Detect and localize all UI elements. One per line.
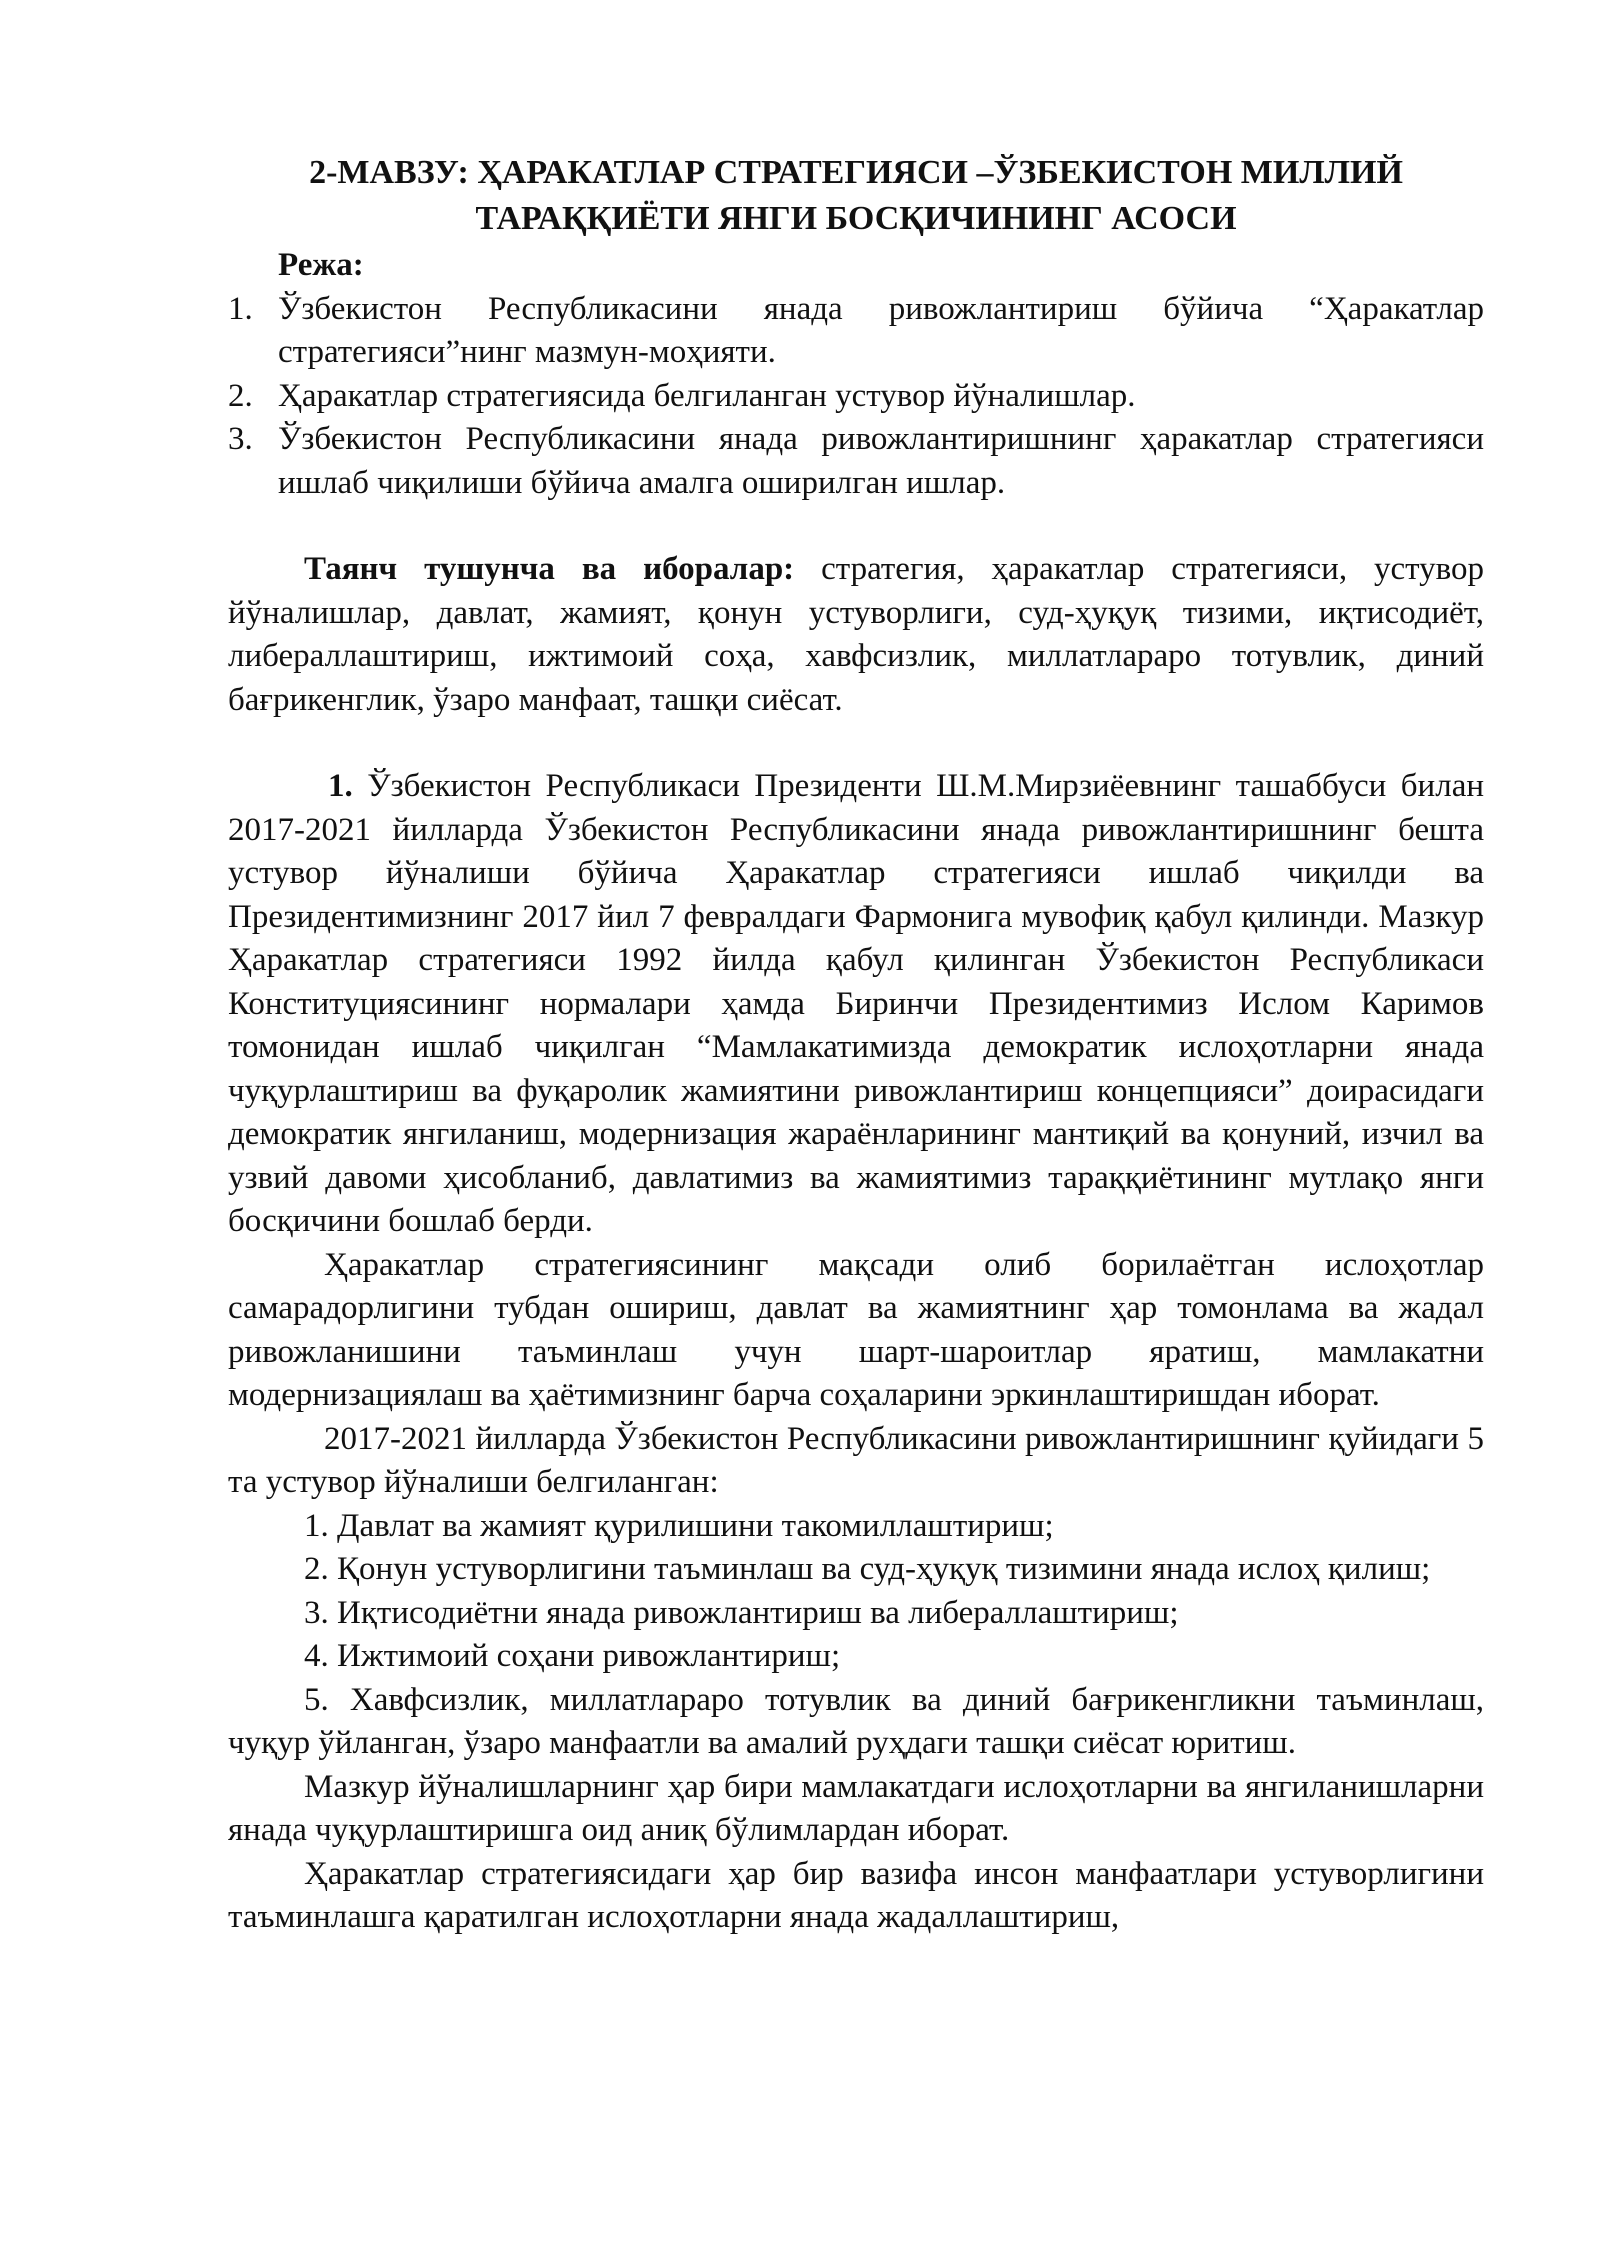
spacer: [228, 722, 1484, 765]
tasks-paragraph: Ҳаракатлар стратегиясидаги ҳар бир вазифа инсон манфаатлари устуворлигини таъминлашга қаратилган ислоҳотларни янада жадаллаштириш,: [228, 1855, 1484, 1935]
plan-item-number: 1.: [228, 290, 253, 327]
directions-intro-paragraph: 2017-2021 йилларда Ўзбекистон Республикасини ривожлантиришнинг қуйидаги 5 та устувор йўналиши белгиланган:: [228, 1420, 1484, 1500]
direction-item: 3. Иқтисодиётни янада ривожлантириш ва либераллаштириш;: [304, 1594, 1179, 1631]
section-number: 1.: [328, 768, 353, 804]
keywords-label: Таянч тушунча ва иборалар:: [304, 551, 795, 587]
keywords-text: стратегия, ҳаракатлар стратегияси, устувор йўналишлар, давлат, жамият, қонун устуворлиги, суд-ҳуқуқ тизими, иқтисодиёт, либераллаштириш, ижтимоий соҳа, хавфсизлик, миллатлараро тотувлик, диний бағрикенглик, ўзаро манфаат, ташқи сиёсат.: [228, 551, 1485, 718]
keywords-paragraph: [228, 548, 1484, 722]
plan-item-text: Ўзбекистон Республикасини янада ривожлантириш бўйича “Ҳаракатлар стратегияси”нинг мазмун-моҳияти.: [278, 290, 1484, 370]
plan-label: Режа:: [278, 247, 364, 283]
plan-item-number: 3.: [228, 421, 253, 457]
plan-item: [228, 418, 1484, 505]
direction-item: 1. Давлат ва жамият қурилишини такомиллаштириш;: [304, 1507, 1054, 1544]
plan-item-text: Ҳаракатлар стратегиясида белгиланган устувор йўналишлар.: [278, 377, 1136, 414]
direction-item: 2. Қонун устуворлигини таъминлаш ва суд-ҳуқуқ тизимини янада ислоҳ қилиш;: [304, 1551, 1431, 1587]
direction-item: 4. Ижтимоий соҳани ривожлантириш;: [304, 1638, 841, 1674]
goal-paragraph: Ҳаракатлар стратегиясининг мақсади олиб борилаётган ислоҳотлар самарадорлигини тубдан ошириш, давлат ва жамиятнинг ҳар томонлама ва жадал ривожланишини таъминлаш учун шарт-шароитлар яратиш, мамлакатни модернизациялаш ва ҳаётимизнинг барча соҳаларини эркинлаштиришдан иборат.: [228, 1246, 1484, 1413]
plan-item: [228, 288, 1484, 375]
each-direction-paragraph: Мазкур йўналишларнинг ҳар бири мамлакатдаги ислоҳотларни ва янгиланишларни янада чуқурлаштиришга оид аниқ бўлимлардан иборат.: [228, 1768, 1484, 1848]
section-1-paragraph: [228, 765, 1484, 1244]
section-1-text: Ўзбекистон Республикаси Президенти Ш.М.Мирзиёевнинг ташаббуси билан 2017-2021 йилларда Ўзбекистон Республикасини янада ривожлантиришнинг бешта устувор йўналиши бўйича Ҳаракатлар стратегияси ишлаб чиқилди ва Президентимизнинг 2017 йил 7 февралдаги Фармонига мувофиқ қабул қилинди. Мазкур Ҳаракатлар стратегияси 1992 йилда қабул қилинган Ўзбекистон Республикаси Конституциясининг нормалари ҳамда Биринчи Президентимиз Ислом Каримов томонидан ишлаб чиқилган “Мамлакатимизда демократик ислоҳотларни янада чуқурлаштириш ва фуқаролик жамиятини ривожлантириш концепцияси” доирасидаги демократик янгиланиш, модернизация жараёнларининг мантиқий ва қонуний, изчил ва узвий давоми ҳисобланиб, давлатимиз ва жамиятимиз тараққиётининг мутлақо янги босқичини бошлаб берди.: [228, 768, 1484, 1239]
plan-item: [228, 375, 1484, 419]
page-title: 2-МАВЗУ: ҲАРАКАТЛАР СТРАТЕГИЯСИ –ЎЗБЕКИСТОН МИЛЛИЙ ТАРАҚҚИЁТИ ЯНГИ БОСҚИЧИНИНГ АСОСИ: [309, 154, 1403, 237]
document-page: [228, 150, 1484, 1940]
direction-item: 5. Хавфсизлик, миллатлараро тотувлик ва диний бағрикенгликни таъминлаш, чуқур ўйланган, ўзаро манфаатли ва амалий руҳдаги ташқи сиёсат юритиш.: [228, 1681, 1484, 1761]
plan-item-text: Ўзбекистон Республикасини янада ривожлантиришнинг ҳаракатлар стратегияси ишлаб чиқилиши бўйича амалга оширилган ишлар.: [278, 421, 1484, 501]
spacer: [228, 505, 1484, 548]
plan-item-number: 2.: [228, 377, 253, 414]
plan-list: [228, 288, 1484, 506]
